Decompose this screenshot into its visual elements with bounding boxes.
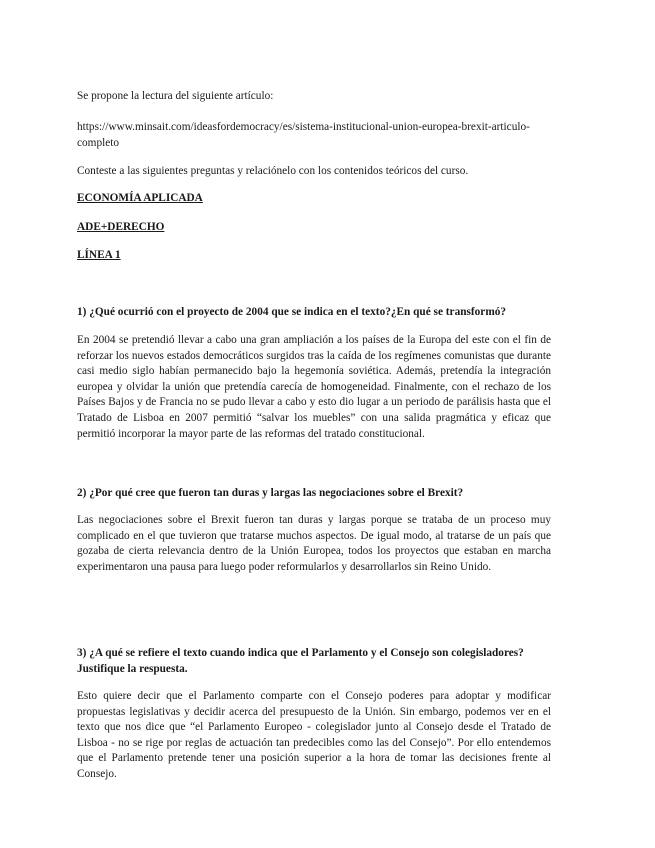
question-3: 3) ¿A qué se refiere el texto cuando indica que el Parlamento y el Consejo son colegisladores? Justifique la respuesta.: [77, 647, 524, 675]
question-1: 1) ¿Qué ocurrió con el proyecto de 2004 que se indica en el texto?¿En qué se transformó?: [77, 306, 507, 318]
subject-heading: ECONOMÍA APLICADA: [77, 192, 203, 204]
answer-2: Las negociaciones sobre el Brexit fueron tan duras y largas porque se trataba de un proceso muy complicado en el que tuvieron que tratarse muchos aspectos. De igual modo, al tratarse de un país que gozaba de cierta relevancia dentro de la Unión Europea, todos los proyectos que estaban en marcha experimentaron una pausa para luego poder reformularlos y desarrollarlos sin Reino Unido.: [77, 514, 551, 573]
intro-text: Se propone la lectura del siguiente artículo:: [77, 90, 274, 102]
article-url: https://www.minsait.com/ideasfordemocracy/es/sistema-institucional-union-europea-brexit-articulo-completo: [77, 121, 530, 149]
answer-3: Esto quiere decir que el Parlamento comparte con el Consejo poderes para adoptar y modificar propuestas legislativas y decidir acerca del presupuesto de la Unión. Sin embargo, podemos ver en el texto que nos dice que “el Parlamento Europeo - colegislador junto al Consejo desde el Tratado de Lisboa - no se rige por reglas de actuación tan predecibles como las del Consejo”. Por ello entendemos que el Parlamento pretende tener una posición superior a la hora de tomar las decisiones frente al Consejo.: [77, 690, 551, 780]
question-2: 2) ¿Por qué cree que fueron tan duras y largas las negociaciones sobre el Brexit?: [77, 487, 464, 499]
line-heading: LÍNEA 1: [77, 249, 121, 261]
answer-1: En 2004 se pretendió llevar a cabo una gran ampliación a los países de la Europa del este con el fin de reforzar los nuevos estados democráticos surgidos tras la caída de los regímenes comunistas que durante casi medio siglo habían permanecido bajo la hegemonía soviética. Además, pretendía la integración europea y olvidar la unión que pretendía carecía de homogeneidad. Finalmente, con el rechazo de los Países Bajos y de Francia no se pudo llevar a cabo y esto dio lugar a un periodo de parálisis hasta que el Tratado de Lisboa en 2007 permitió “salvar los muebles” con una salida pragmática y eficaz que permitió incorporar la mayor parte de las reformas del tratado constitucional.: [77, 334, 551, 440]
instructions-text: Conteste a las siguientes preguntas y relaciónelo con los contenidos teóricos del curso.: [77, 165, 469, 177]
degree-heading: ADE+DERECHO: [77, 221, 165, 233]
